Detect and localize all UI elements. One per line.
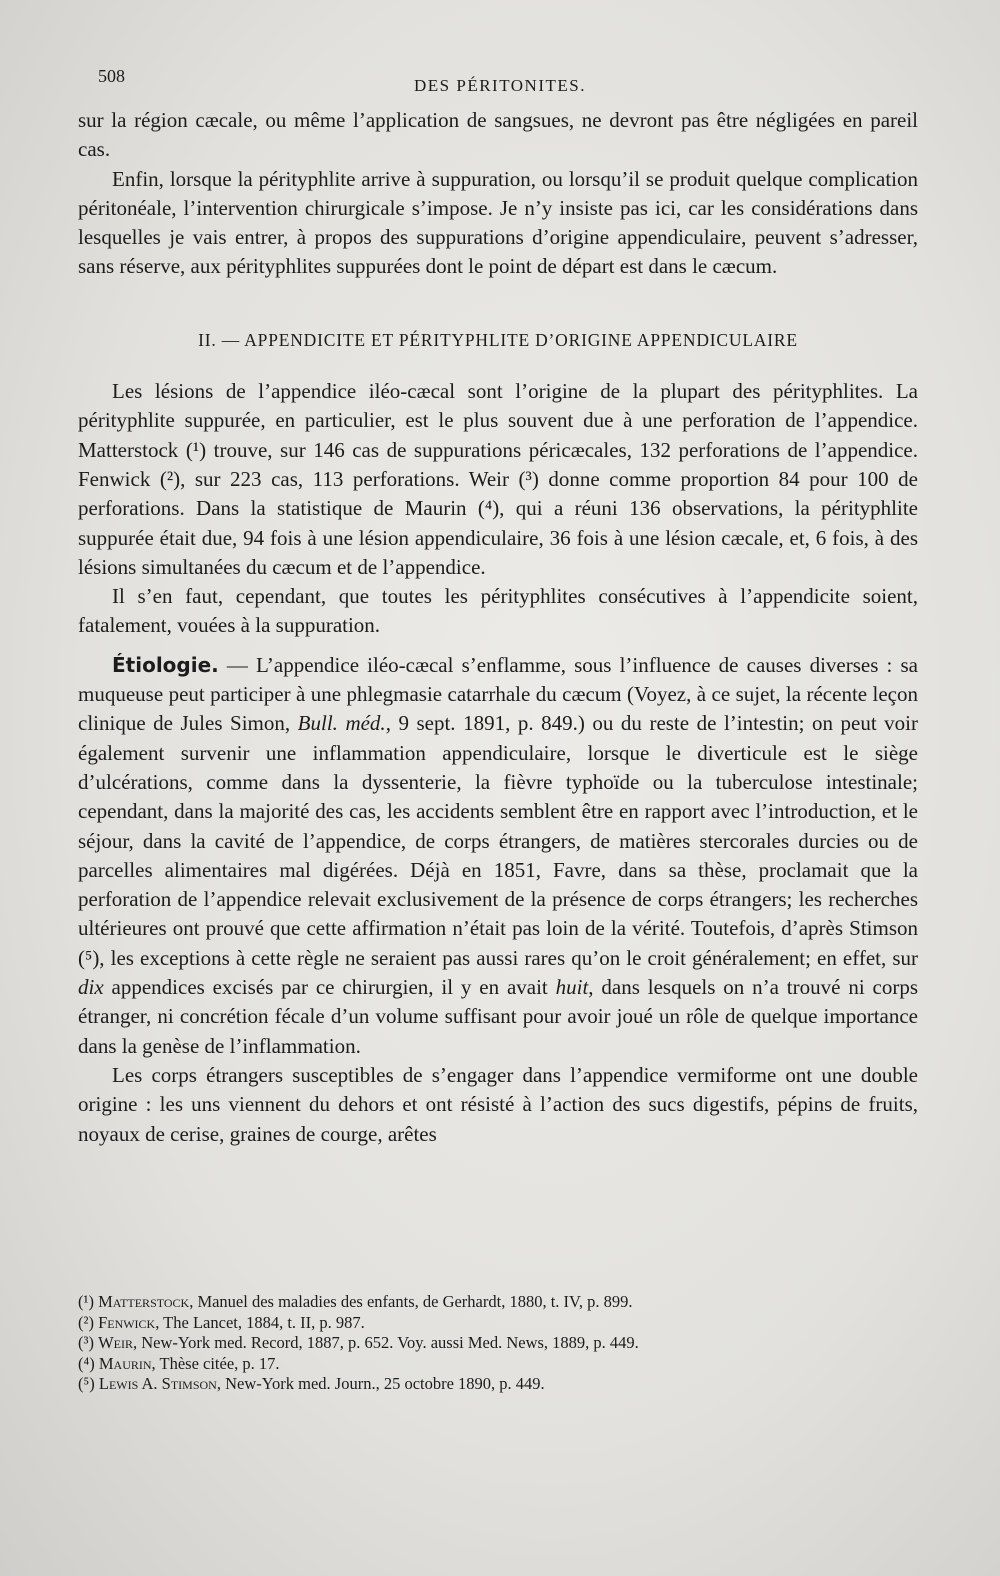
page-number: 508 — [98, 66, 125, 86]
etiologie-text-d: , dans lesquels on n’a trouvé ni corps étranger, ni concrétion fécale d’un volume suffisant pour avoir joué un rôle de quelque importance dans la genèse de l’inflammation. — [78, 975, 919, 1058]
footnote-author: Lewis A. Stimson — [98, 1374, 217, 1393]
footnote-author: Maurin — [98, 1353, 152, 1373]
footnote-mark: (³) — [78, 1333, 94, 1352]
main-text — [78, 106, 918, 1149]
footnotes — [78, 1292, 918, 1395]
section-title: II. — APPENDICITE ET PÉRITYPHLITE D’ORIGINE APPENDICULAIRE — [198, 329, 798, 350]
paragraph-3: Les lésions de l’appendice iléo-cæcal sont l’origine de la plupart des pérityphlites. La pérityphlite suppurée, en particulier, est le plus souvent due à une perforation de l’appendice. Matterstock (¹) trouve, sur 146 cas de suppurations péricæcales, 132 perforations de l’appendice. Fenwick (²), sur 223 cas, 113 perforations. Weir (³) donne comme proportion 84 pour 100 de perforations. Dans la statistique de Maurin (⁴), qui a réuni 136 observations, la pérityphlite suppurée était due, 94 fois à une lésion appendiculaire, 36 fois à une lésion cæcale, et, 6 fois, à des lésions simultanées du cæcum et de l’appendice. — [78, 379, 918, 579]
running-title: DES PÉRITONITES. — [414, 76, 586, 95]
etiologie-text-a: — L’appendice iléo-cæcal s’enflamme, sous l’influence de causes diverses : sa muqueuse peut participer à une phlegmasie catarrhale du cæcum (Voyez, à ce sujet, la récente leçon clinique de Jules Simon, — [78, 652, 918, 736]
footnote-item — [78, 1292, 918, 1313]
etiologie-ref-journal: Bull. méd. — [297, 711, 386, 736]
footnote-text: , New-York med. Journ., 25 octobre 1890, p. 449. — [216, 1374, 545, 1393]
etiologie-text-b: , 9 sept. 1891, p. 849.) ou du reste de l’intestin; on peut voir également survenir une inflammation appendiculaire, lorsque le diverticule est le siège d’ulcérations, comme dans la dyssenterie, la fièvre typhoïde ou la tuberculose intestinale; cependant, dans la majorité des cas, les accidents semblent être en rapport avec l’introduction, et le séjour, dans la cavité de l’appendice, de corps étrangers, de matières stercorales durcies ou de parcelles alimentaires mal digérées. Déjà en 1851, Favre, dans sa thèse, proclamait que la perforation de l’appendice relevait exclusivement de la présence de corps étrangers; les recherches ultérieures ont prouvé que cette affirmation n’était pas loin de la vérité. Toutefois, d’après Stimson (⁵), les exceptions à cette règle ne seraient pas aussi rares qu’on le croit généralement; en effet, sur — [78, 711, 919, 970]
etiologie-heading: Étiologie. — [112, 652, 219, 677]
footnote-author: Fenwick — [98, 1312, 156, 1332]
etiologie-emph-huit: huit — [555, 975, 589, 1000]
footnote-text: , New-York med. Record, 1887, p. 652. Voy. aussi Med. News, 1889, p. 449. — [132, 1333, 639, 1352]
footnote-item — [78, 1354, 918, 1375]
footnote-mark: (¹) — [78, 1292, 94, 1311]
paragraph-1: sur la région cæcale, ou même l’application de sangsues, ne devront pas être négligées en pareil cas. — [78, 108, 918, 162]
footnote-text: , Manuel des maladies des enfants, de Gerhardt, 1880, t. IV, p. 899. — [189, 1292, 633, 1311]
paragraph-2: Enfin, lorsque la pérityphlite arrive à suppuration, ou lorsqu’il se produit quelque complication péritonéale, l’intervention chirurgicale s’impose. Je n’y insiste pas ici, car les considérations dans lesquelles je vais entrer, à propos des suppurations d’origine appendiculaire, peuvent s’adresser, sans réserve, aux pérityphlites suppurées dont le point de départ est dans le cæcum. — [78, 166, 918, 279]
footnote-mark: (²) — [78, 1312, 94, 1332]
footnote-author: Matterstock — [98, 1292, 190, 1311]
footnote-mark: (⁵) — [78, 1374, 95, 1393]
footnote-mark: (⁴) — [78, 1353, 95, 1373]
footnote-text: , Thèse citée, p. 17. — [151, 1353, 280, 1373]
footnote-author: Weir — [98, 1333, 133, 1352]
paragraph-etiologie — [78, 651, 918, 1061]
etiologie-text-c: appendices excisés par ce chirurgien, il y en avait — [103, 975, 556, 1000]
etiologie-emph-dix: dix — [78, 975, 104, 1000]
footnote-text: , The Lancet, 1884, t. II, p. 987. — [155, 1312, 365, 1332]
paragraph-6: Les corps étrangers susceptibles de s’engager dans l’appendice vermiforme ont une double origine : les uns viennent du dehors et ont résisté à l’action des sucs digestifs, pépins de fruits, noyaux de cerise, graines de courge, arêtes — [78, 1062, 918, 1146]
footnote-item — [78, 1313, 918, 1334]
footnote-item — [78, 1374, 918, 1395]
footnote-item — [78, 1333, 918, 1354]
paragraph-4: Il s’en faut, cependant, que toutes les pérityphlites consécutives à l’appendicite soient, fatalement, vouées à la suppuration. — [78, 584, 918, 638]
